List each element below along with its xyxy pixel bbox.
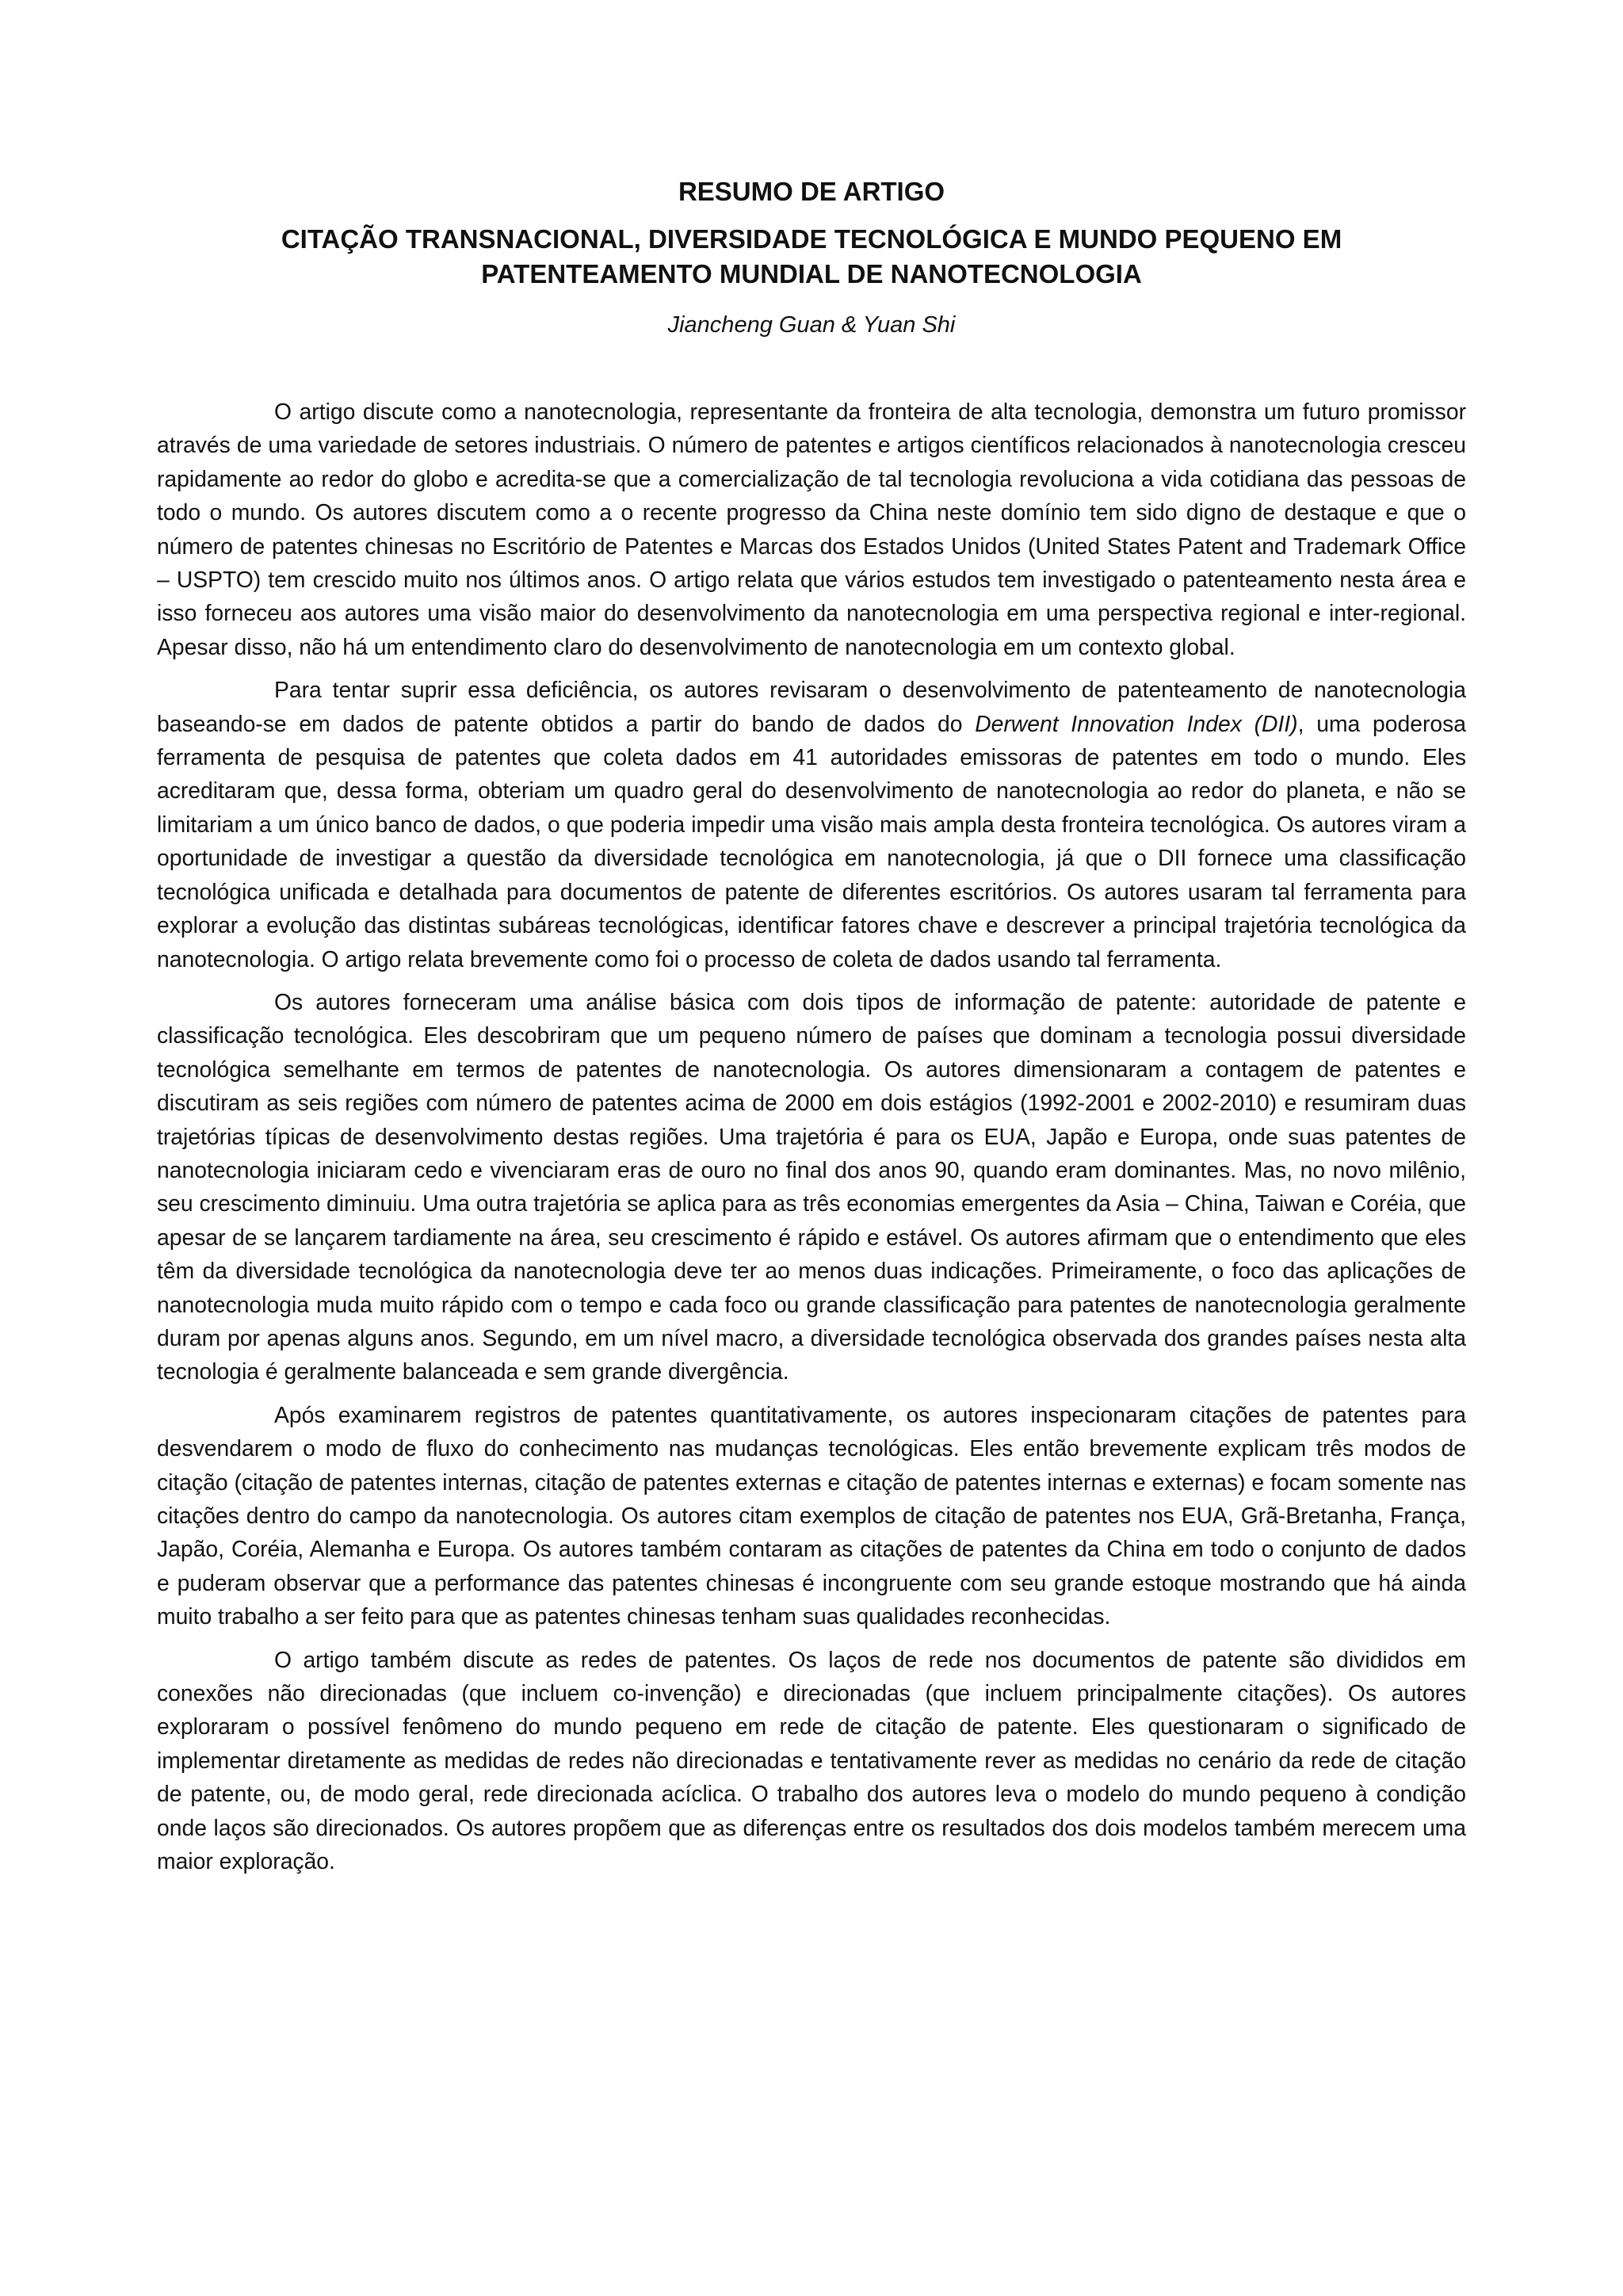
paragraph-2-text-before: Para tentar suprir essa deficiência, os autores revisaram o desenvolvimento de patenteamento de nanotecnologia baseando-se em dados de patente obtidos a partir do bando de dados do <box>157 677 1466 736</box>
paragraph-2 <box>157 673 1466 976</box>
paragraph-5: O artigo também discute as redes de patentes. Os laços de rede nos documentos de patente são divididos em conexões não direcionadas (que incluem co-invenção) e direcionadas (que incluem principalmente citações). Os autores exploraram o possível fenômeno do mundo pequeno em rede de citação de patente. Eles questionaram o significado de implementar diretamente as medidas de redes não direcionadas e tentativamente rever as medidas no cenário da rede de citação de patente, ou, de modo geral, rede direcionada acíclica. O trabalho dos autores leva o modelo do mundo pequeno à condição onde laços são direcionados. Os autores propõem que as diferenças entre os resultados dos dois modelos também merecem uma maior exploração. <box>157 1646 1466 1874</box>
paragraph-2-text-after: , uma poderosa ferramenta de pesquisa de patentes que coleta dados em 41 autoridades emissoras de patentes em todo o mundo. Eles acreditaram que, dessa forma, obteriam um quadro geral do desenvolvimento de nanotecnologia ao redor do planeta, e não se limitariam a um único banco de dados, o que poderia impedir uma visão mais ampla desta fronteira tecnológica. Os autores viram a oportunidade de investigar a questão da diversidade tecnológica em nanotecnologia, já que o DII fornece uma classificação tecnológica unificada e detalhada para documentos de patente de diferentes escritórios. Os autores usaram tal ferramenta para explorar a evolução das distintas subáreas tecnológicas, identificar fatores chave e descrever a principal trajetória tecnológica da nanotecnologia. O artigo relata brevemente como foi o processo de coleta de dados usando tal ferramenta. <box>157 710 1466 972</box>
paragraph-4: Após examinarem registros de patentes quantitativamente, os autores inspecionaram citações de patentes para desvendarem o modo de fluxo do conhecimento nas mudanças tecnológicas. Eles então brevemente explicam três modos de citação (citação de patentes internas, citação de patentes externas e citação de patentes internas e externas) e focam somente nas citações dentro do campo da nanotecnologia. Os autores citam exemplos de citação de patentes nos EUA, Grã-Bretanha, França, Japão, Coréia, Alemanha e Europa. Os autores também contaram as citações de patentes da China em todo o conjunto de dados e puderam observar que a performance das patentes chinesas é incongruente com seu grande estoque mostrando que há ainda muito trabalho a ser feito para que as patentes chinesas tenham suas qualidades reconhecidas. <box>157 1401 1466 1629</box>
document-page <box>157 174 1466 1887</box>
paragraph-2-emphasis: Derwent Innovation Index (DII) <box>975 710 1298 736</box>
article-title: CITAÇÃO TRANSNACIONAL, DIVERSIDADE TECNOLÓGICA E MUNDO PEQUENO EM PATENTEAMENTO MUNDIAL DE NANOTECNOLOGIA <box>281 224 1342 288</box>
paragraph-3: Os autores forneceram uma análise básica com dois tipos de informação de patente: autoridade de patente e classificação tecnológica. Eles descobriram que um pequeno número de países que dominam a tecnologia possui diversidade tecnológica semelhante em termos de patentes de nanotecnologia. Os autores dimensionaram a contagem de patentes e discutiram as seis regiões com número de patentes acima de 2000 em dois estágios (1992-2001 e 2002-2010) e resumiram duas trajetórias típicas de desenvolvimento destas regiões. Uma trajetória é para os EUA, Japão e Europa, onde suas patentes de nanotecnologia iniciaram cedo e vivenciaram eras de ouro no final dos anos 90, quando eram dominantes. Mas, no novo milênio, seu crescimento diminuiu. Uma outra trajetória se aplica para as três economias emergentes da Asia – China, Taiwan e Coréia, que apesar de se lançarem tardiamente na área, seu crescimento é rápido e estável. Os autores afirmam que o entendimento que eles têm da diversidade tecnológica da nanotecnologia deve ter ao menos duas indicações. Primeiramente, o foco das aplicações de nanotecnologia muda muito rápido com o tempo e cada foco ou grande classificação para patentes de nanotecnologia geralmente duram por apenas alguns anos. Segundo, em um nível macro, a diversidade tecnológica observada dos grandes países nesta alta tecnologia é geralmente balanceada e sem grande divergência. <box>157 988 1466 1385</box>
paragraph-1: O artigo discute como a nanotecnologia, representante da fronteira de alta tecnologia, demonstra um futuro promissor através de uma variedade de setores industriais. O número de patentes e artigos científicos relacionados à nanotecnologia cresceu rapidamente ao redor do globo e acredita-se que a comercialização de tal tecnologia revoluciona a vida cotidiana das pessoas de todo o mundo. Os autores discutem como a o recente progresso da China neste domínio tem sido digno de destaque e que o número de patentes chinesas no Escritório de Patentes e Marcas dos Estados Unidos (United States Patent and Trademark Office – USPTO) tem crescido muito nos últimos anos. O artigo relata que vários estudos tem investigado o patenteamento nesta área e isso forneceu aos autores uma visão maior do desenvolvimento da nanotecnologia em uma perspectiva regional e inter-regional. Apesar disso, não há um entendimento claro do desenvolvimento de nanotecnologia em um contexto global. <box>157 399 1466 659</box>
article-authors: Jiancheng Guan & Yuan Shi <box>667 312 956 338</box>
section-label: RESUMO DE ARTIGO <box>678 177 945 206</box>
